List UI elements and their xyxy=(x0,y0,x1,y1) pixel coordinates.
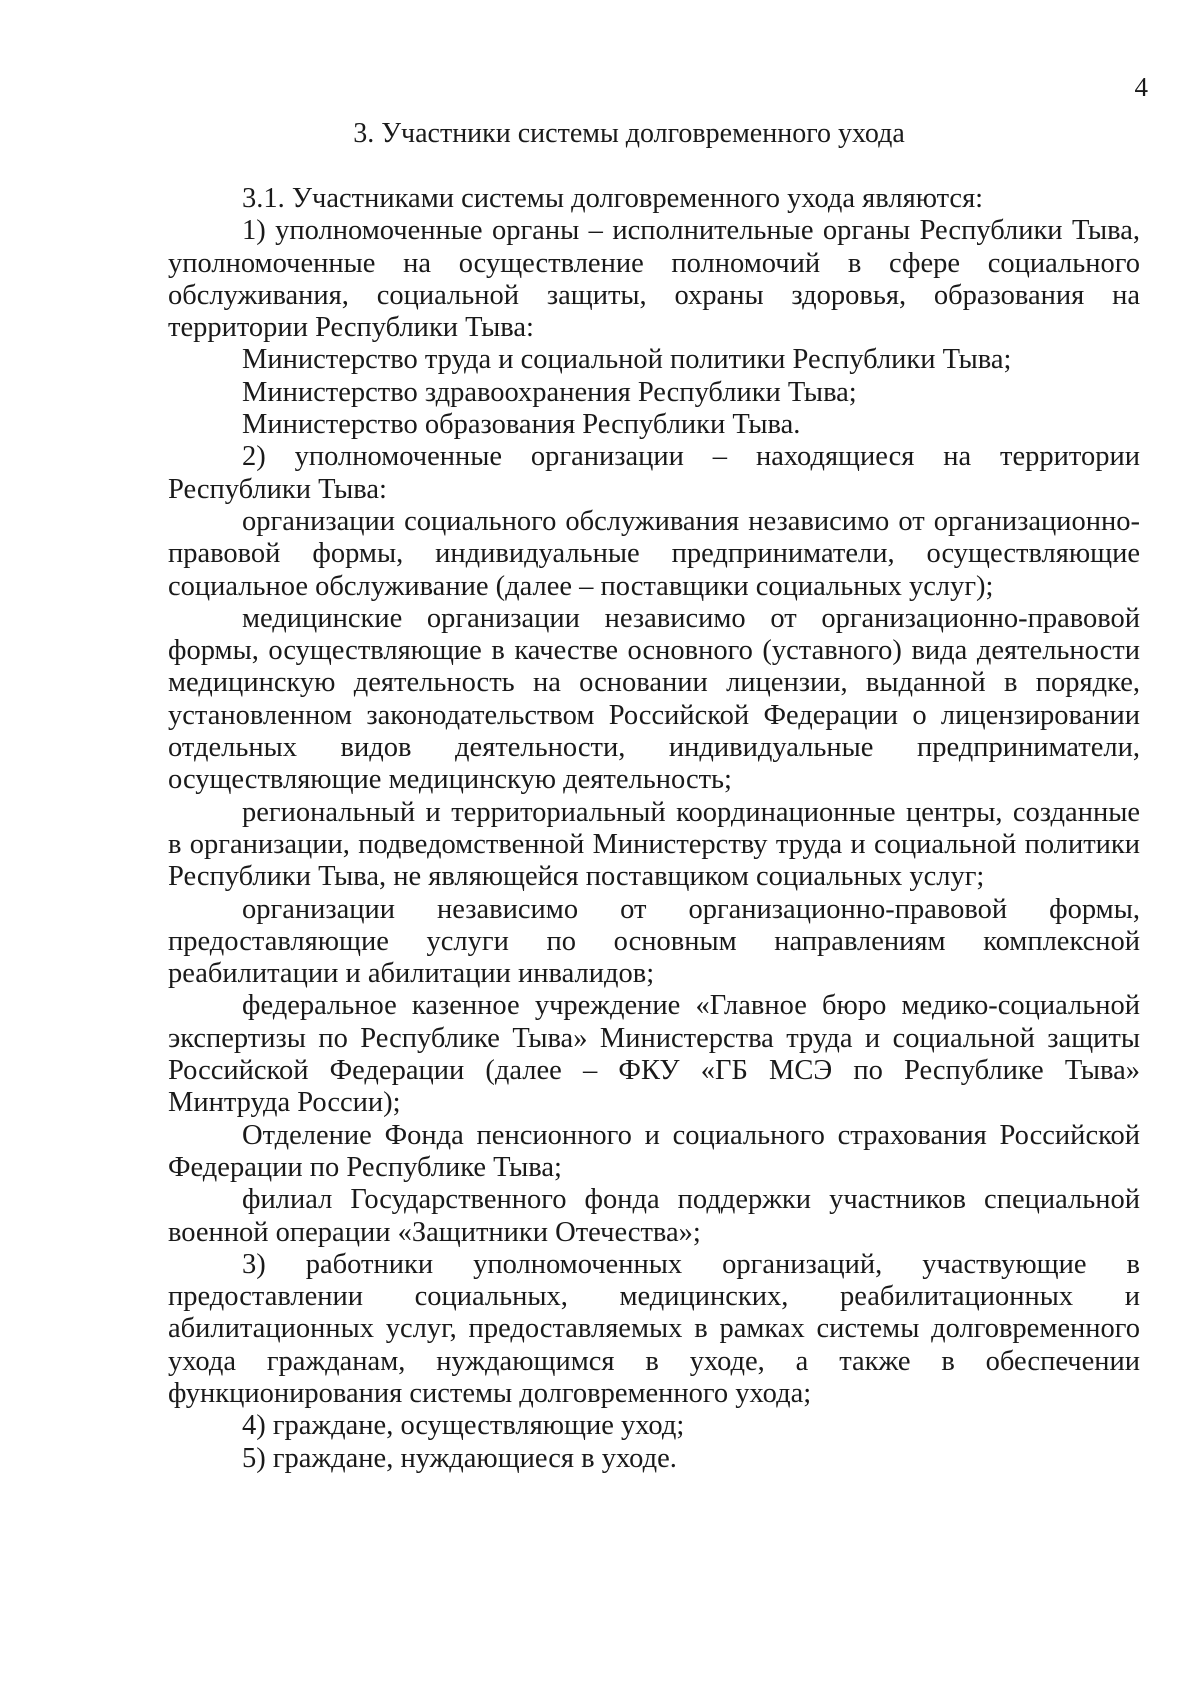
paragraph-ministry-health: Министерство здравоохранения Республики Тыва; xyxy=(242,376,857,408)
paragraph-item-3: 3) работники уполномоченных организаций, участвующие в предоставлении социальных, медицинских, реабилитационных и абилитационных услуг, предоставляемых в рамках системы долговременного ухода гражданам, нуждающимся в уходе, а также в обеспечении функционирования системы долговременного ухода; xyxy=(168,1248,1140,1409)
paragraph-mse-bureau: федеральное казенное учреждение «Главное бюро медико-социальной экспертизы по Республике Тыва» Министерства труда и социальной защиты Российской Федерации (далее – ФКУ «ГБ МСЭ по Республике Тыва» Минтруда России); xyxy=(168,990,1140,1119)
section-heading: 3. Участники системы долговременного ухода xyxy=(353,118,905,149)
paragraph-ministry-education: Министерство образования Республики Тыва. xyxy=(242,409,801,441)
paragraph-rehabilitation-organizations: организации независимо от организационно-правовой формы, предоставляющие услуги по основным направлениям комплексной реабилитации и абилитации инвалидов; xyxy=(168,893,1140,990)
paragraph-item-5: 5) граждане, нуждающиеся в уходе. xyxy=(242,1442,677,1474)
section-body xyxy=(168,183,1140,1475)
paragraph-state-fund-branch: филиал Государственного фонда поддержки участников специальной военной операции «Защитники Отечества»; xyxy=(168,1184,1140,1248)
paragraph-coordination-centers: региональный и территориальный координационные центры, созданные в организации, подведомственной Министерству труда и социальной политики Республики Тыва, не являющейся поставщиком социальных услуг; xyxy=(168,796,1140,893)
paragraph-item-2: 2) уполномоченные организации – находящиеся на территории Республики Тыва: xyxy=(168,441,1140,505)
paragraph-item-1: 1) уполномоченные органы – исполнительные органы Республики Тыва, уполномоченные на осуществление полномочий в сфере социального обслуживания, социальной защиты, охраны здоровья, образования на территории Республики Тыва: xyxy=(168,215,1140,344)
paragraph-medical-organizations: медицинские организации независимо от организационно-правовой формы, осуществляющие в качестве основного (уставного) вида деятельности медицинскую деятельность на основании лицензии, выданной в порядке, установленном законодательством Российской Федерации о лицензировании отдельных видов деятельности, индивидуальные предприниматели, осуществляющие медицинскую деятельность; xyxy=(168,602,1140,796)
page-number: 4 xyxy=(1134,72,1148,102)
paragraph-ministry-labor: Министерство труда и социальной политики Республики Тыва; xyxy=(242,344,1012,376)
paragraph-social-organizations: организации социального обслуживания независимо от организационно-правовой формы, индивидуальные предприниматели, осуществляющие социальное обслуживание (далее – поставщики социальных услуг); xyxy=(168,505,1140,602)
paragraph-intro: 3.1. Участниками системы долговременного ухода являются: xyxy=(242,183,984,214)
paragraph-pension-fund: Отделение Фонда пенсионного и социального страхования Российской Федерации по Республике Тыва; xyxy=(168,1119,1140,1183)
paragraph-item-4: 4) граждане, осуществляющие уход; xyxy=(242,1410,685,1442)
